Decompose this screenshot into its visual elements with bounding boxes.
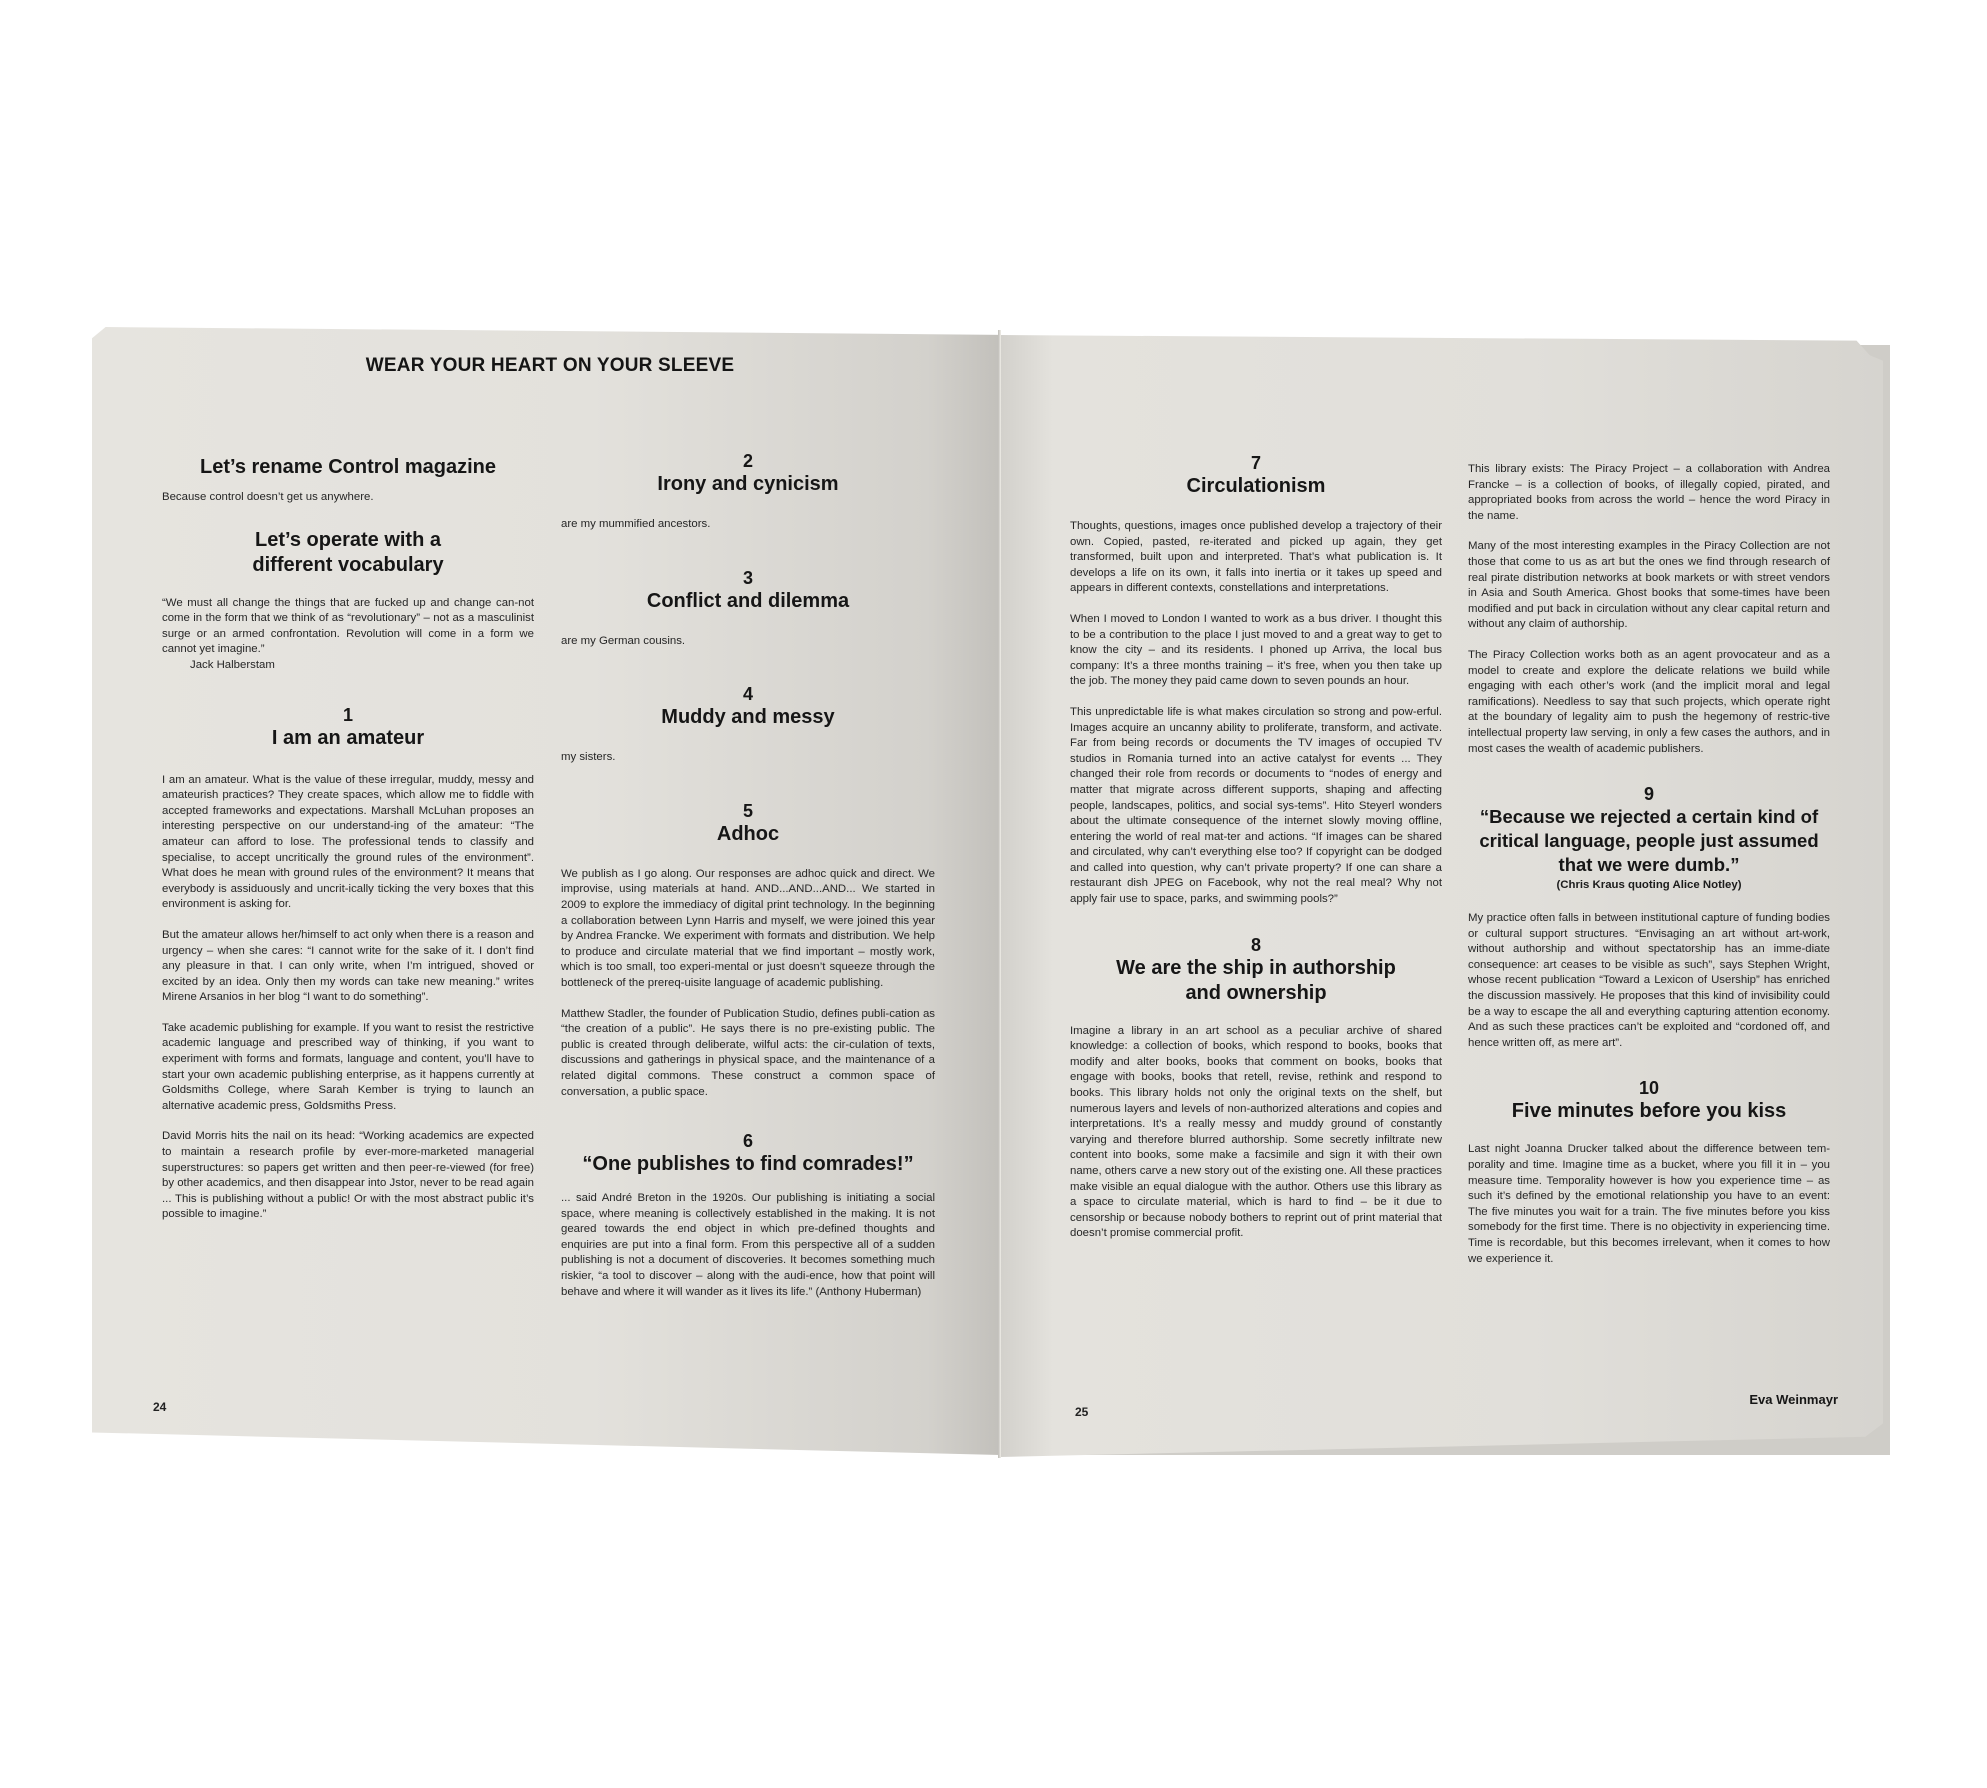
section-number-5: 5 xyxy=(742,800,753,821)
intro-heading: Let’s rename Control magazine xyxy=(200,456,496,478)
section-5-paragraph: We publish as I go along. Our responses are adhoc quick and direct. We improvise, using materials at hand. AND...AND...AND... We started in 2009 to explore the immediacy of digital print technology. In the beginning a collaboration between Lynn Harris and myself, we were joined this year by Andrea Francke. We experiment with formats and distribution. We help to produce and circulate material that we find important – mostly work, which is too small, too experi-mental or just doesn’t squeeze through the bottleneck of the prereq-uisite language of academic publishing. xyxy=(561,867,935,989)
section-1-paragraph: Take academic publishing for example. If you want to resist the restrictive academic language and prescribed way of thinking, if you want to experiment with forms and formats, language and content, you’ll have to start your own academic publishing enterprise, as it happens currently at Goldsmiths College, where Sarah Kember is trying to launch an alternative academic press, Goldsmiths Press. xyxy=(162,1021,534,1112)
section-10-paragraph: Last night Joanna Drucker talked about the difference between tem-porality and time. Imagine time as a bucket, where you fill it in – you measure time. Temporality however is how you experience time – as such it’s defined by the emotional relationship you have to an event: The five minutes you wait for a train. The five minutes before you kiss somebody for the first time. There is no objectivity in experiencing time. Time is recordable, but this becomes irrelevant, when it comes to how we experience it. xyxy=(1468,1143,1830,1265)
piracy-paragraph: This library exists: The Piracy Project – a collaboration with Andrea Francke – is a collection of books, of illegally copied, pirated, and appropriated books from across the world – hence the word Piracy in the name. xyxy=(1468,463,1830,522)
section-heading-5: Adhoc xyxy=(716,822,780,845)
section-number-10: 10 xyxy=(1638,1078,1660,1099)
right-column-1 xyxy=(1070,452,1442,1257)
section-number-3: 3 xyxy=(742,567,753,588)
section-number-2: 2 xyxy=(742,451,753,471)
section-7-paragraph: This unpredictable life is what makes circulation so strong and pow-erful. Images acquire an uncanny ability to proliferate, transform, and activate. Far from being records or documents the TV images of occupied TV studios in Romania turned into an active catalyst for events ... They changed their role from records or documents to “nodes of energy and matter that migrate across different supports, shaping and affecting people, landscapes, politics, and social sys-tems”. Hito Steyerl wonders about the ultimate consequence of the internet slowly moving offline, entering the world of real mat-ter and actions. “If images can be shared and circulated, why can’t everything else too? If copyright can be dodged and called into question, why can’t private property? If one can share a restaurant dish JPEG on Facebook, why not the real meal? Why not apply fair use to space, parks, and swimming pools?” xyxy=(1070,705,1442,906)
book-spine xyxy=(998,330,1001,1458)
section-1-paragraph: But the amateur allows her/himself to act only when there is a reason and urgency – when she cares: “I cannot write for the sake of it. I don’t find any pleasure in that. I can only write, when I’m intrigued, shoved or excited by an idea. Only then my words can take new meaning.” writes Mirene Arsanios in her blog “I want to do something”. xyxy=(162,928,534,1004)
section-4-text: my sisters. xyxy=(561,751,616,764)
page-number-left: 24 xyxy=(153,1400,167,1414)
author-name: Eva Weinmayr xyxy=(1749,1392,1838,1407)
section-6-paragraph: ... said André Breton in the 1920s. Our publishing is initiating a social space, where meaning is collectively established in the making. It is not geared towards the end object in which pre-defined thoughts and enquiries are put into a final form. From this perspective all of a sudden publishing is not a document of discoveries. It becomes something much riskier, “a tool to discover – along with the audi-ence, how that point will behave and where it will wander as it lives its life.” (Anthony Huberman) xyxy=(561,1192,935,1298)
quote-attribution: Jack Halberstam xyxy=(190,658,275,671)
section-heading-6: “One publishes to find comrades!” xyxy=(582,1153,914,1176)
section-heading-1: I am an amateur xyxy=(271,726,425,749)
section-3-text: are my German cousins. xyxy=(561,634,686,647)
halberstam-quote: “We must all change the things that are fucked up and change can-not come in the form that we think of as “revolutionary” – not as a masculinist surge or an armed confrontation. Revolution will come in a form we cannot yet imagine.” xyxy=(162,596,534,656)
section-9-paragraph: My practice often falls in between institutional capture of funding bodies or cultural support structures. “Envisaging an art without art-work, without authorship and without spectatorship has an imme-diate consequence: art ceases to be visible as such”, says Stephen Wright, whose recent publication “Toward a Lexicon of Usership” has enriched the discussion massively. He proposes that this kind of invisibility could be a way to escape the all and everything capturing attention economy. And as such these practices can’t be exploited and “cordoned off, and hence written off, as mere art”. xyxy=(1468,912,1830,1049)
section-heading-7: Circulationism xyxy=(1186,475,1326,497)
section-2-text: are my mummified ancestors. xyxy=(561,518,711,530)
section-7-paragraph: When I moved to London I wanted to work as a bus driver. I thought this to be a contribution to the place I just moved to and a great way to get to know the city – and its residents. I phoned up Arriva, the local bus company: It’s a three months training – it’s free, when you then take up the job. The money they paid came down to seven pounds an hour. xyxy=(1070,612,1442,688)
section-heading-8-line1: We are the ship in authorship xyxy=(1116,956,1396,979)
section-heading-4: Muddy and messy xyxy=(661,706,835,729)
section-heading-9-line2: critical language, people just assumed xyxy=(1479,830,1819,852)
piracy-paragraph: Many of the most interesting examples in the Piracy Collection are not those that come to us as art but the ones we find through research of real pirate distribution networks at book markets or with street vendors in Asia and South America. Ghost books that some-times have been modified and put back in circulation without any clear capital return and without any claim of authorship. xyxy=(1468,540,1830,631)
section-heading-2: Irony and cynicism xyxy=(657,473,839,495)
vocab-heading-line2: different vocabulary xyxy=(252,553,444,576)
section-9-attribution: (Chris Kraus quoting Alice Notley) xyxy=(1556,879,1742,892)
section-number-9: 9 xyxy=(1643,784,1654,805)
left-column-2 xyxy=(561,450,935,1315)
right-column-2 xyxy=(1468,462,1830,1282)
section-5-paragraph: Matthew Stadler, the founder of Publication Studio, defines publi-cation as “the creation of a public”. He says there is no pre-existing public. The public is created through deliberate, wilful acts: the cir-culation of texts, discussions and gatherings in physical space, and the maintenance of a related digital commons. These construct a common space of conversation, a public space. xyxy=(561,1007,935,1098)
section-number-4: 4 xyxy=(742,684,753,705)
section-1-paragraph: David Morris hits the nail on its head: “Working academics are expected to maintain a research profile by ever-more-marketed managerial superstructures: so papers get written and then peer-re-viewed (for free) by other academics, and then disappear into Jstor, never to be read again ... This is publishing without a public! Or with the most abstract public it’s possible to imagine.” xyxy=(162,1130,534,1221)
section-1-paragraph: I am an amateur. What is the value of these irregular, muddy, messy and amateurish practices? They create spaces, which allow me to fiddle with accepted frameworks and expectations. Marshall McLuhan proposes an interesting perspective on our understand-ing of the amateur: “The amateur can afford to lose. The professional tends to classify and specialise, to accept uncritically the ground rules of the environment”. What does he mean with ground rules of the environment? It means that everybody is assiduously and uncrit-ically ticking the very boxes that this environment is asking for. xyxy=(162,773,534,911)
section-number-7: 7 xyxy=(1250,453,1261,473)
vocab-heading-line1: Let’s operate with a xyxy=(255,528,441,551)
section-heading-8-line2: and ownership xyxy=(1185,981,1327,1004)
intro-text: Because control doesn’t get us anywhere. xyxy=(162,491,374,503)
running-title: WEAR YOUR HEART ON YOUR SLEEVE xyxy=(365,355,735,376)
section-8-paragraph: Imagine a library in an art school as a peculiar archive of shared knowledge: a collection of books, which respond to books, books that modify and alter books, books that comment on books, books that engage with books, books that retell, revise, rethink and respond to books. This library holds not only the original texts on the shelf, but numerous layers and levels of non-authorized alterations and copies and interpretations. It’s a really messy and muddy ground of constantly varying and therefore blurred authorship. Some secretly infiltrate new content into books, some make a facsimile and sign it with their own name, others carve a new story out of the existing one. All these practices make visible an equal dialogue with the author. Others use this library as a space to circulate material, which is hard to find – be it due to censorship or because nobody bothers to reprint out of print material that doesn’t promise commercial profit. xyxy=(1070,1024,1442,1240)
page-number-right: 25 xyxy=(1075,1405,1089,1419)
section-heading-9-line3: that we were dumb.” xyxy=(1558,854,1740,876)
section-number-8: 8 xyxy=(1250,934,1261,955)
section-heading-9-line1: “Because we rejected a certain kind of xyxy=(1479,806,1819,828)
left-column-1 xyxy=(162,455,534,1238)
section-number-6: 6 xyxy=(742,1131,753,1152)
section-number-1: 1 xyxy=(342,704,353,725)
section-heading-10: Five minutes before you kiss xyxy=(1511,1100,1787,1123)
section-heading-3: Conflict and dilemma xyxy=(646,589,850,612)
piracy-paragraph: The Piracy Collection works both as an agent provocateur and as a model to create and explore the delicate relations we build while engaging with each other’s work (and the implicit moral and legal ramifications). Needless to say that such projects, which operate right at the boundary of legality aim to push the hegemony of restric-tive intellectual property law serving, in only a few cases the authors, and in most cases the wealth of academic publishers. xyxy=(1468,648,1830,755)
section-7-paragraph: Thoughts, questions, images once published develop a trajectory of their own. Copied, pasted, re-iterated and picked up again, they get transformed, built upon and interpreted. That’s what publication is. It develops a life on its own, it falls into inertia or it takes up speed and appears in different contexts, constellations and interpretations. xyxy=(1070,520,1442,595)
